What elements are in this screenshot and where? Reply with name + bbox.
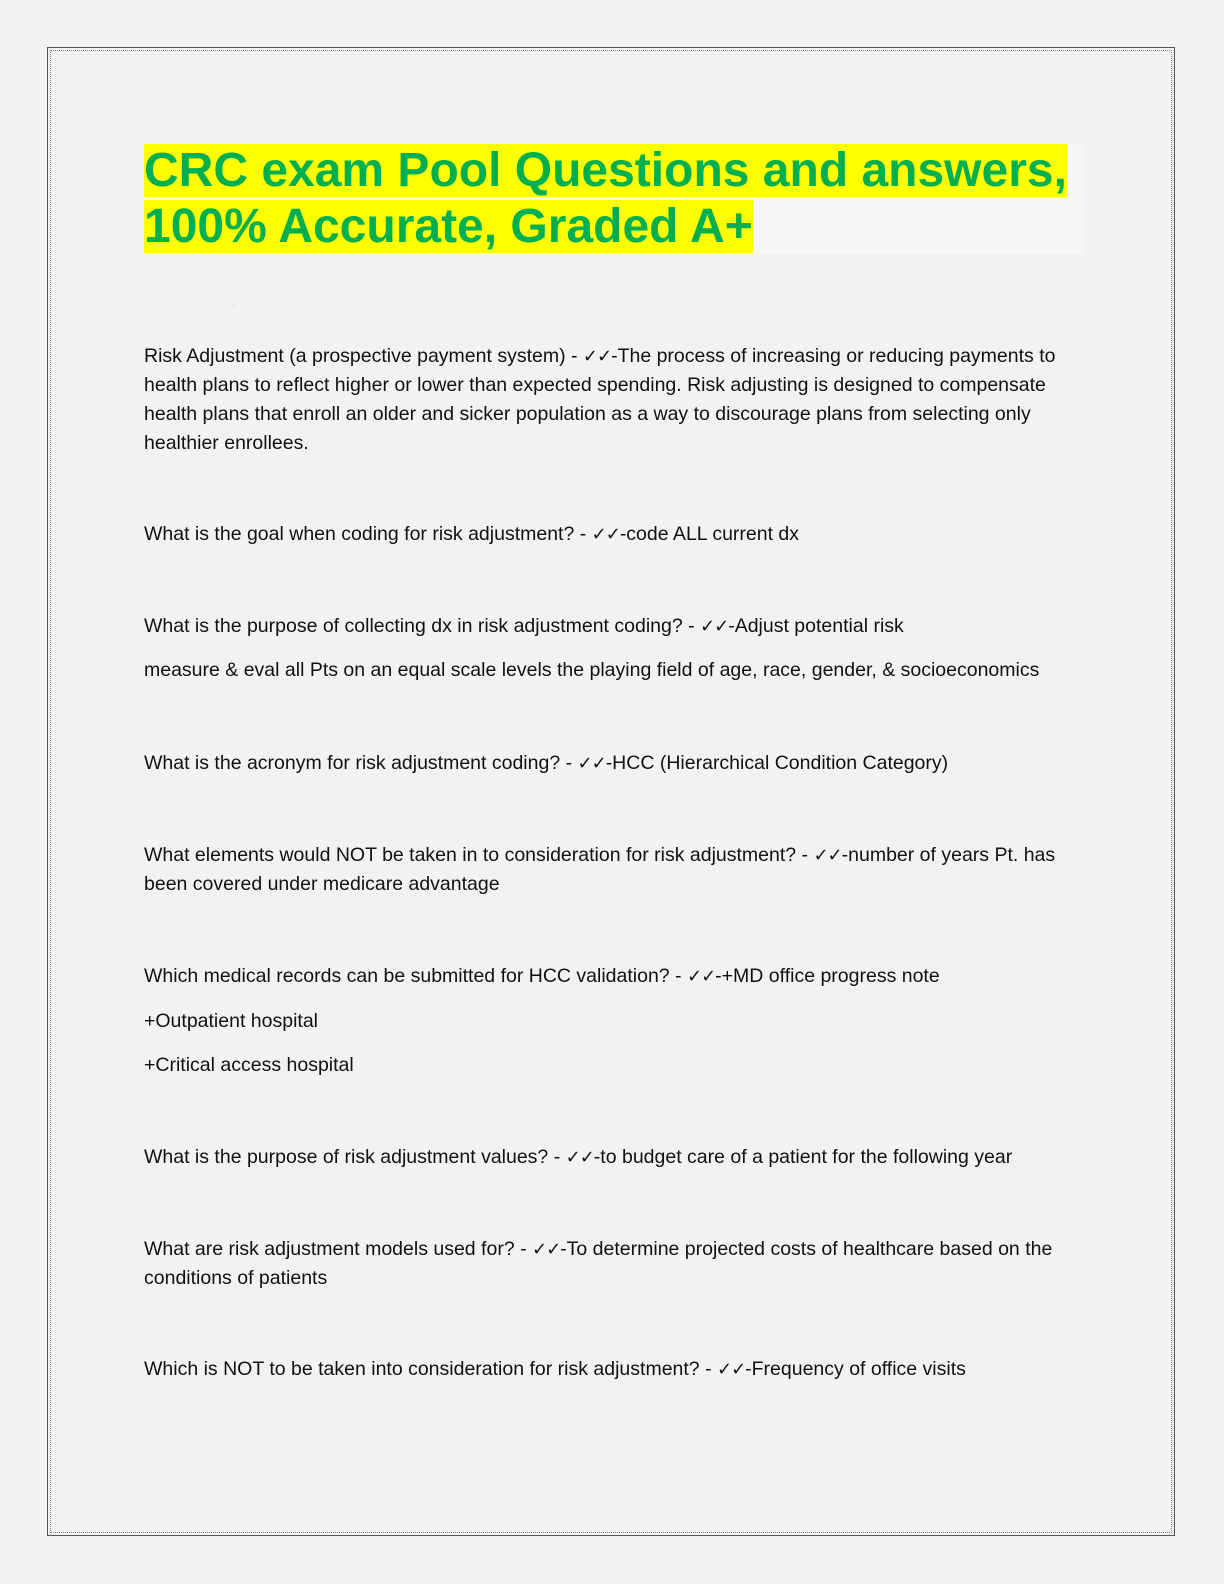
- answer-text: -To determine projected costs of healthcare based on the conditions of patients: [144, 1238, 1053, 1289]
- check-icon: ✓✓: [532, 1239, 561, 1260]
- answer-text: -The process of increasing or reducing payments to health plans to reflect higher or lower than expected spending. Risk adjusting is designed to compensate health plans that enroll an older and sicker population as a way to discourage plans from selecting only healthier enrollees.: [144, 345, 1056, 454]
- qa-item-5: [144, 841, 1074, 899]
- check-icon: ✓✓: [577, 753, 606, 774]
- qa-item-2: [144, 520, 1074, 549]
- qa-item-4: [144, 749, 1074, 778]
- answer-text: -HCC (Hierarchical Condition Category): [605, 752, 949, 774]
- title-line-2: 100% Accurate, Graded A+: [144, 200, 753, 253]
- question-text: What elements would NOT be taken in to consideration for risk adjustment? -: [144, 844, 814, 866]
- check-icon: ✓✓: [686, 966, 716, 987]
- question-text: What is the purpose of collecting dx in risk adjustment coding? -: [144, 615, 701, 637]
- question-text: Which medical records can be submitted for HCC validation? -: [144, 965, 687, 987]
- qa-item-6: [144, 962, 1074, 991]
- check-icon: ✓✓: [582, 346, 612, 367]
- qa-item-7: [144, 1143, 1074, 1172]
- answer-continuation: +Critical access hospital: [144, 1054, 354, 1076]
- page-border: [47, 47, 1175, 1536]
- answer-text: -code ALL current dx: [619, 523, 800, 545]
- qa-item-1: [144, 342, 1074, 458]
- qa-item-9: [144, 1355, 1074, 1384]
- title-block: [144, 143, 1084, 254]
- answer-text: -Frequency of office visits: [745, 1358, 966, 1380]
- question-text: What are risk adjustment models used for? -: [144, 1238, 532, 1260]
- stray-dot: [233, 305, 234, 306]
- question-text: What is the purpose of risk adjustment values? -: [144, 1146, 566, 1168]
- check-icon: ✓✓: [716, 1359, 746, 1380]
- title-line-1: CRC exam Pool Questions and answers,: [144, 144, 1067, 197]
- document-title: [144, 143, 1084, 255]
- check-icon: ✓✓: [813, 845, 842, 866]
- answer-text: -Adjust potential risk: [728, 615, 904, 637]
- answer-text: -number of years Pt. has been covered under medicare advantage: [144, 844, 1056, 895]
- question-text: Which is NOT to be taken into consideration for risk adjustment? -: [144, 1358, 717, 1380]
- check-icon: ✓✓: [565, 1147, 594, 1168]
- answer-text: -to budget care of a patient for the following year: [593, 1146, 1013, 1168]
- qa-item-8: [144, 1235, 1074, 1293]
- answer-continuation: measure & eval all Pts on an equal scale levels the playing field of age, race, gender, & socioeconomics: [144, 659, 1040, 681]
- question-text: Risk Adjustment (a prospective payment system) -: [144, 345, 583, 367]
- check-icon: ✓✓: [591, 524, 620, 545]
- answer-continuation: +Outpatient hospital: [144, 1010, 318, 1032]
- check-icon: ✓✓: [700, 616, 729, 637]
- qa-item-3: [144, 612, 1074, 641]
- question-text: What is the goal when coding for risk adjustment? -: [144, 523, 592, 545]
- answer-text: -+MD office progress note: [715, 965, 940, 987]
- question-text: What is the acronym for risk adjustment coding? -: [144, 752, 578, 774]
